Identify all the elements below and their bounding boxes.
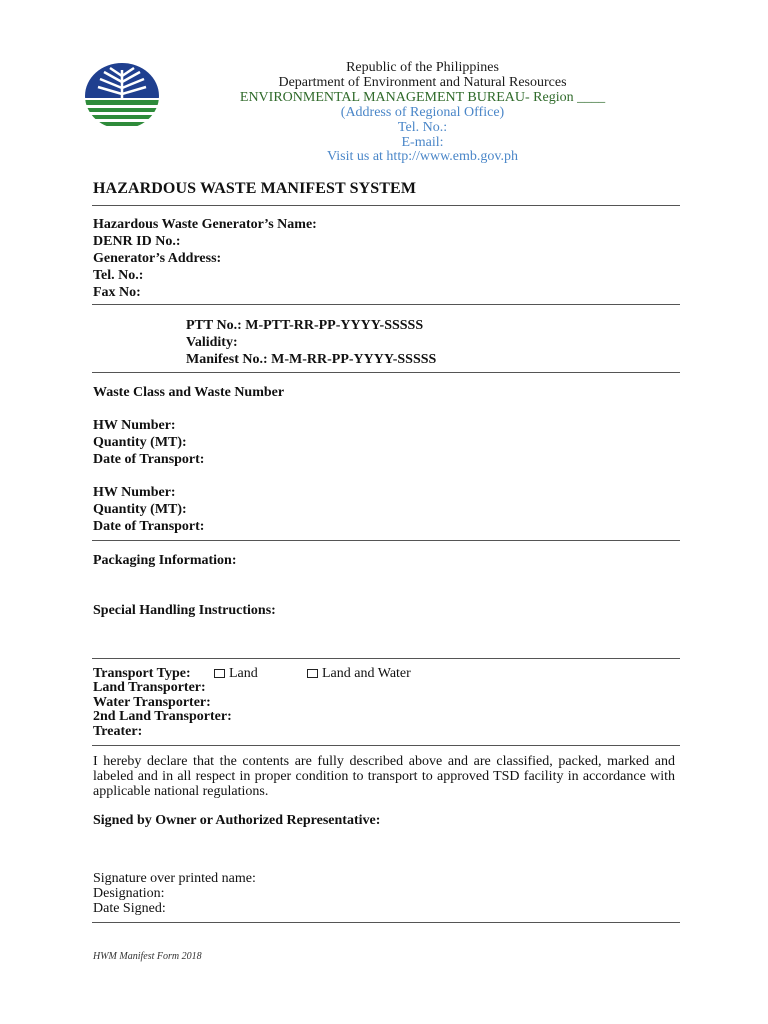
special-handling-label: Special Handling Instructions: bbox=[93, 603, 276, 618]
signature-label: Signature over printed name: bbox=[93, 871, 256, 886]
land-and-water-option[interactable] bbox=[307, 666, 411, 681]
waste-entry bbox=[93, 484, 204, 535]
divider bbox=[92, 304, 680, 305]
denr-id-label: DENR ID No.: bbox=[93, 234, 181, 249]
header-bureau: ENVIRONMENTAL MANAGEMENT BUREAU- Region ____ bbox=[239, 90, 606, 105]
generator-section bbox=[93, 216, 317, 301]
land-checkbox[interactable] bbox=[214, 669, 225, 678]
hw-number-label: HW Number: bbox=[93, 418, 176, 433]
divider bbox=[92, 745, 680, 746]
page-title: HAZARDOUS WASTE MANIFEST SYSTEM bbox=[93, 180, 417, 197]
divider bbox=[92, 922, 680, 923]
header-email: E-mail: bbox=[401, 135, 444, 150]
second-land-transporter-label: 2nd Land Transporter: bbox=[93, 709, 232, 724]
header-website: Visit us at http://www.emb.gov.ph bbox=[326, 149, 518, 164]
hw-number-label: HW Number: bbox=[93, 485, 176, 500]
divider bbox=[92, 540, 680, 541]
declaration-text: I hereby declare that the contents are fully described above and are classified, packed, marked and labeled and in all respect in proper condition to transport to approved TSD facility in accordance with applicable national regulations. bbox=[93, 754, 675, 800]
generator-tel-label: Tel. No.: bbox=[93, 268, 144, 283]
treater-label: Treater: bbox=[93, 723, 143, 739]
divider bbox=[92, 658, 680, 659]
transport-type-label: Transport Type: bbox=[93, 666, 191, 681]
form-version-footer: HWM Manifest Form 2018 bbox=[93, 951, 202, 962]
divider bbox=[92, 205, 680, 206]
header-tel: Tel. No.: bbox=[397, 120, 448, 135]
date-of-transport-label: Date of Transport: bbox=[93, 519, 205, 534]
generator-fax-label: Fax No: bbox=[93, 285, 141, 300]
date-of-transport-label: Date of Transport: bbox=[93, 452, 205, 467]
divider bbox=[92, 372, 680, 373]
land-transporter-label: Land Transporter: bbox=[93, 680, 206, 695]
land-and-water-option-label: Land and Water bbox=[322, 666, 411, 681]
quantity-label: Quantity (MT): bbox=[93, 502, 187, 517]
waste-class-heading: Waste Class and Waste Number bbox=[93, 385, 285, 400]
transporter-list bbox=[93, 681, 232, 739]
ptt-number-label: PTT No.: M-PTT-RR-PP-YYYY-SSSSS bbox=[186, 318, 424, 333]
generator-address-label: Generator’s Address: bbox=[93, 251, 222, 266]
manifest-number-label: Manifest No.: M-M-RR-PP-YYYY-SSSSS bbox=[186, 352, 437, 367]
permit-section bbox=[186, 317, 436, 368]
header-republic: Republic of the Philippines bbox=[346, 60, 499, 75]
quantity-label: Quantity (MT): bbox=[93, 435, 187, 450]
packaging-information-label: Packaging Information: bbox=[93, 553, 237, 568]
signature-block bbox=[93, 871, 256, 916]
designation-label: Designation: bbox=[93, 886, 165, 901]
date-signed-label: Date Signed: bbox=[93, 901, 166, 916]
land-option[interactable] bbox=[214, 666, 258, 681]
denr-logo bbox=[84, 62, 160, 130]
header-department: Department of Environment and Natural Resources bbox=[278, 75, 567, 90]
signed-by-label: Signed by Owner or Authorized Representative: bbox=[93, 813, 381, 828]
land-and-water-checkbox[interactable] bbox=[307, 669, 318, 678]
validity-label: Validity: bbox=[186, 335, 238, 350]
waste-entry bbox=[93, 417, 204, 468]
header-address: (Address of Regional Office) bbox=[340, 105, 505, 120]
denr-seal-icon bbox=[84, 62, 160, 130]
water-transporter-label: Water Transporter: bbox=[93, 694, 211, 710]
generator-name-label: Hazardous Waste Generator’s Name: bbox=[93, 217, 317, 232]
land-option-label: Land bbox=[229, 666, 258, 681]
